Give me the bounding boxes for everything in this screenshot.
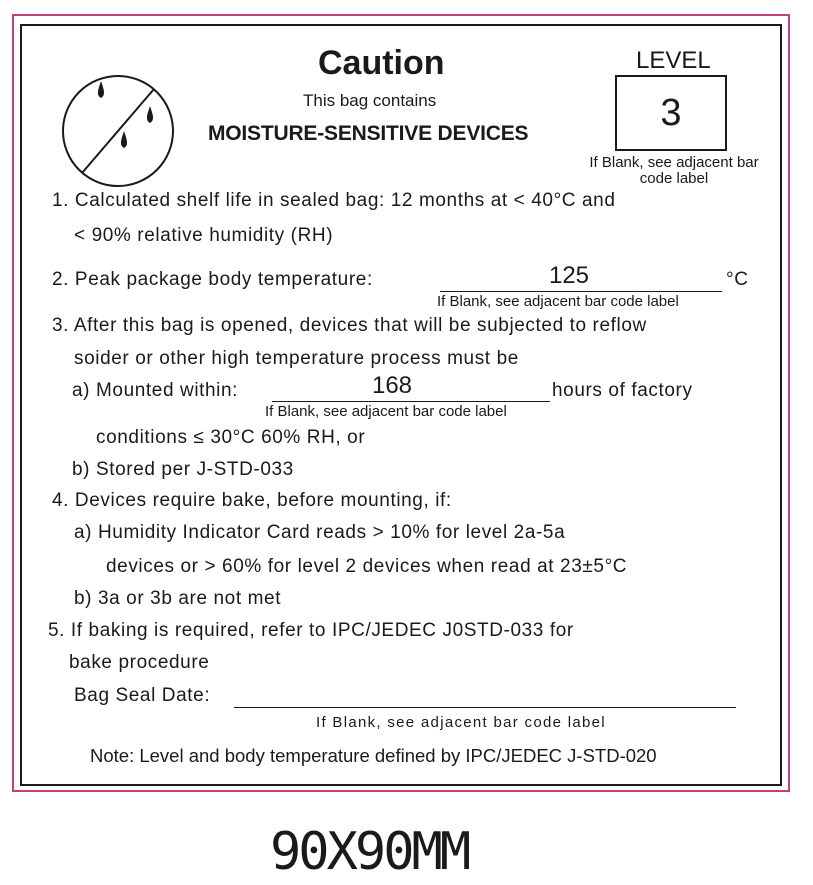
item3a-value: 168 [371, 372, 413, 399]
item3-line2: soider or other high temperature process must be [74, 348, 519, 369]
conditions-text: conditions [96, 427, 194, 448]
item4b: b) 3a or 3b are not met [74, 588, 282, 609]
footer-note: Note: Level and body temperature defined by IPC/JEDEC J-STD-020 [90, 745, 657, 766]
size-label: 90X90MM [270, 822, 469, 882]
seal-date-underline [234, 707, 736, 708]
level-value-box [615, 75, 727, 151]
less-equal-symbol: ≤ [193, 427, 205, 448]
bag-contains-text: This bag contains [303, 91, 437, 110]
item3a-label: a) Mounted within: [72, 380, 239, 401]
level-note: If Blank, see adjacent bar code label [589, 154, 759, 187]
item2-underline [440, 291, 722, 292]
no-moisture-icon [60, 73, 176, 189]
item5-line1: 5. If baking is required, refer to IPC/JEDEC J0STD-033 for [48, 620, 574, 641]
item2-value: 125 [548, 262, 590, 289]
level-value: 3 [660, 91, 682, 134]
item3a-conditions [96, 427, 365, 449]
item3a-suffix: hours of factory [552, 380, 693, 401]
item2-label: 2. Peak package body temperature: [52, 269, 373, 290]
item3a-note: If Blank, see adjacent bar code label [265, 403, 507, 420]
item4a-line1: a) Humidity Indicator Card reads > 10% for level 2a-5a [74, 522, 566, 543]
item4-line1: 4. Devices require bake, before mounting, if: [52, 490, 452, 511]
item3a-underline [272, 401, 550, 402]
item5-line2: bake procedure [69, 652, 210, 673]
conditions-values: 30°C 60% RH, or [204, 427, 366, 448]
item2-note: If Blank, see adjacent bar code label [437, 293, 679, 310]
seal-date-note: If Blank, see adjacent bar code label [316, 714, 606, 731]
seal-date-label: Bag Seal Date: [74, 685, 211, 706]
caution-title: Caution [318, 44, 445, 82]
item4a-line2: devices or > 60% for level 2 devices when read at 23±5°C [106, 556, 628, 577]
item3-line1: 3. After this bag is opened, devices that will be subjected to reflow [52, 315, 647, 336]
item1-line2: < 90% relative humidity (RH) [74, 225, 334, 246]
item2-unit: °C [726, 269, 749, 290]
msd-heading: MOISTURE-SENSITIVE DEVICES [208, 122, 529, 145]
item1-line1: 1. Calculated shelf life in sealed bag: 12 months at < 40°C and [52, 190, 616, 211]
item3b: b) Stored per J-STD-033 [72, 459, 294, 480]
level-label: LEVEL [636, 47, 711, 74]
